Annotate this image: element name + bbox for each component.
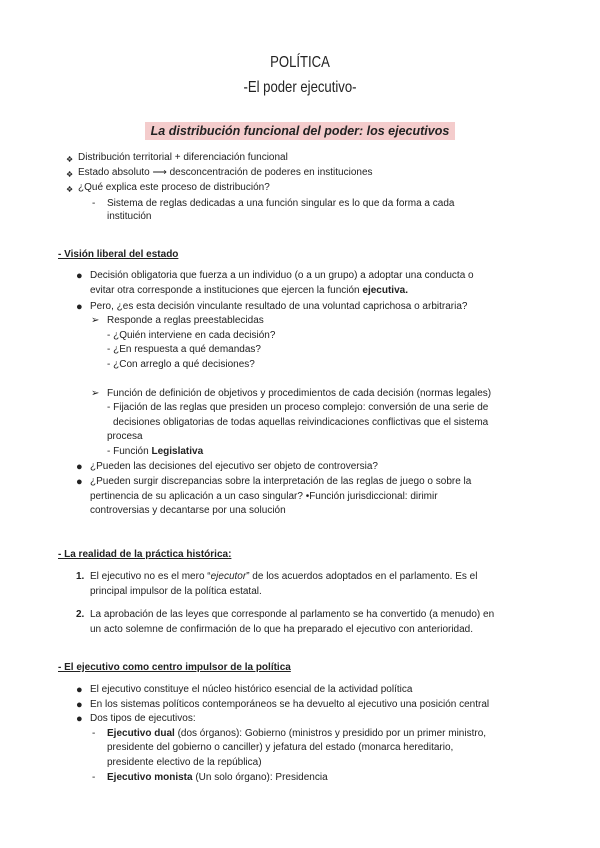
intro-item: Distribución territorial + diferenciación funcional xyxy=(78,152,288,163)
list-item: ¿Pueden surgir discrepancias sobre la interpretación de las reglas de juego o sobre la xyxy=(90,476,472,487)
list-item-cont: controversias y decantarse por una solución xyxy=(90,505,286,516)
intro-subitem: Sistema de reglas dedicadas a una función singular es lo que da forma a cada xyxy=(107,198,455,209)
intro-subitem-cont: institución xyxy=(107,211,152,222)
sub-sub-item: - Función Legislativa xyxy=(107,446,204,457)
sub-sub-item: - ¿Quién interviene en cada decisión? xyxy=(107,330,276,341)
list-item: Decisión obligatoria que fuerza a un individuo (o a un grupo) a adoptar una conducta o xyxy=(90,270,474,281)
list-number: 2. xyxy=(76,609,85,620)
page-subtitle: -El poder ejecutivo- xyxy=(243,79,357,96)
bullet-icon: ● xyxy=(76,713,83,725)
sub-item: Responde a reglas preestablecidas xyxy=(107,315,264,326)
list-item: En los sistemas políticos contemporáneos se ha devuelto al ejecutivo una posición central xyxy=(90,699,490,710)
section-subheading: La distribución funcional del poder: los ejecutivos xyxy=(145,122,455,140)
list-item: El ejecutivo constituye el núcleo histórico esencial de la actividad política xyxy=(90,684,413,695)
numbered-item-cont: un acto solemne de confirmación de lo que ha preparado el ejecutivo con anterioridad. xyxy=(90,624,474,635)
bullet-icon: ● xyxy=(76,301,83,313)
intro-item: ¿Qué explica este proceso de distribución? xyxy=(78,182,270,193)
intro-item: Estado absoluto ⟶ desconcentración de poderes en instituciones xyxy=(78,167,373,178)
sub-sub-item: - Fijación de las reglas que presiden un proceso complejo: conversión de una serie de xyxy=(107,402,489,413)
section-heading: - Visión liberal del estado xyxy=(58,249,179,260)
sub-item: Ejecutivo monista (Un solo órgano): Presidencia xyxy=(107,772,328,783)
numbered-item-cont: principal impulsor de la política estatal. xyxy=(90,586,262,597)
sub-sub-item-cont: decisiones obligatorias de todas aquellas reivindicaciones conflictivas que el sistema xyxy=(113,417,489,428)
sub-sub-item: - ¿En respuesta a qué demandas? xyxy=(107,344,261,355)
bullet-icon: ● xyxy=(76,699,83,711)
section-heading: - La realidad de la práctica histórica: xyxy=(58,549,232,560)
list-item: Dos tipos de ejecutivos: xyxy=(90,713,196,724)
sub-item-cont: presidente electivo de la república) xyxy=(107,757,262,768)
section-heading: - El ejecutivo como centro impulsor de la política xyxy=(58,662,291,673)
arrow-bullet-icon: ➢ xyxy=(91,315,100,326)
dash-bullet: - xyxy=(92,772,96,783)
sub-item-cont: presidente del gobierno o canciller) y jefatura del estado (monarca hereditario, xyxy=(107,742,454,753)
numbered-item: La aprobación de las leyes que corresponde al parlamento se ha convertido (a menudo) en xyxy=(90,609,495,620)
sub-sub-item: - ¿Con arreglo a qué decisiones? xyxy=(107,359,255,370)
numbered-item: El ejecutivo no es el mero “ejecutor” de los acuerdos adoptados en el parlamento. Es el xyxy=(90,571,478,582)
bullet-icon: ● xyxy=(76,461,83,473)
list-item-cont: evitar otra corresponde a instituciones que ejercen la función ejecutiva. xyxy=(90,285,408,296)
list-item-cont: pertinencia de su aplicación a un caso singular? •Función jurisdiccional: dirimir xyxy=(90,491,438,502)
sub-item: Ejecutivo dual (dos órganos): Gobierno (ministros y presidido por un primer ministro, xyxy=(107,728,487,739)
bullet-icon: ● xyxy=(76,684,83,696)
diamond-bullet-icon: ❖ xyxy=(66,170,74,179)
sub-sub-item-cont: procesa xyxy=(107,431,143,442)
diamond-bullet-icon: ❖ xyxy=(66,185,74,194)
list-item: Pero, ¿es esta decisión vinculante resultado de una voluntad caprichosa o arbitraria? xyxy=(90,301,468,312)
bullet-icon: ● xyxy=(76,270,83,282)
diamond-bullet-icon: ❖ xyxy=(66,155,74,164)
sub-item: Función de definición de objetivos y procedimientos de cada decisión (normas legales) xyxy=(107,388,492,399)
arrow-bullet-icon: ➢ xyxy=(91,388,100,399)
page-title: POLÍTICA xyxy=(270,54,330,71)
list-item: ¿Pueden las decisiones del ejecutivo ser objeto de controversia? xyxy=(90,461,378,472)
dash-bullet: - xyxy=(92,728,96,739)
dash-bullet: - xyxy=(92,198,96,209)
list-number: 1. xyxy=(76,571,85,582)
bullet-icon: ● xyxy=(76,476,83,488)
